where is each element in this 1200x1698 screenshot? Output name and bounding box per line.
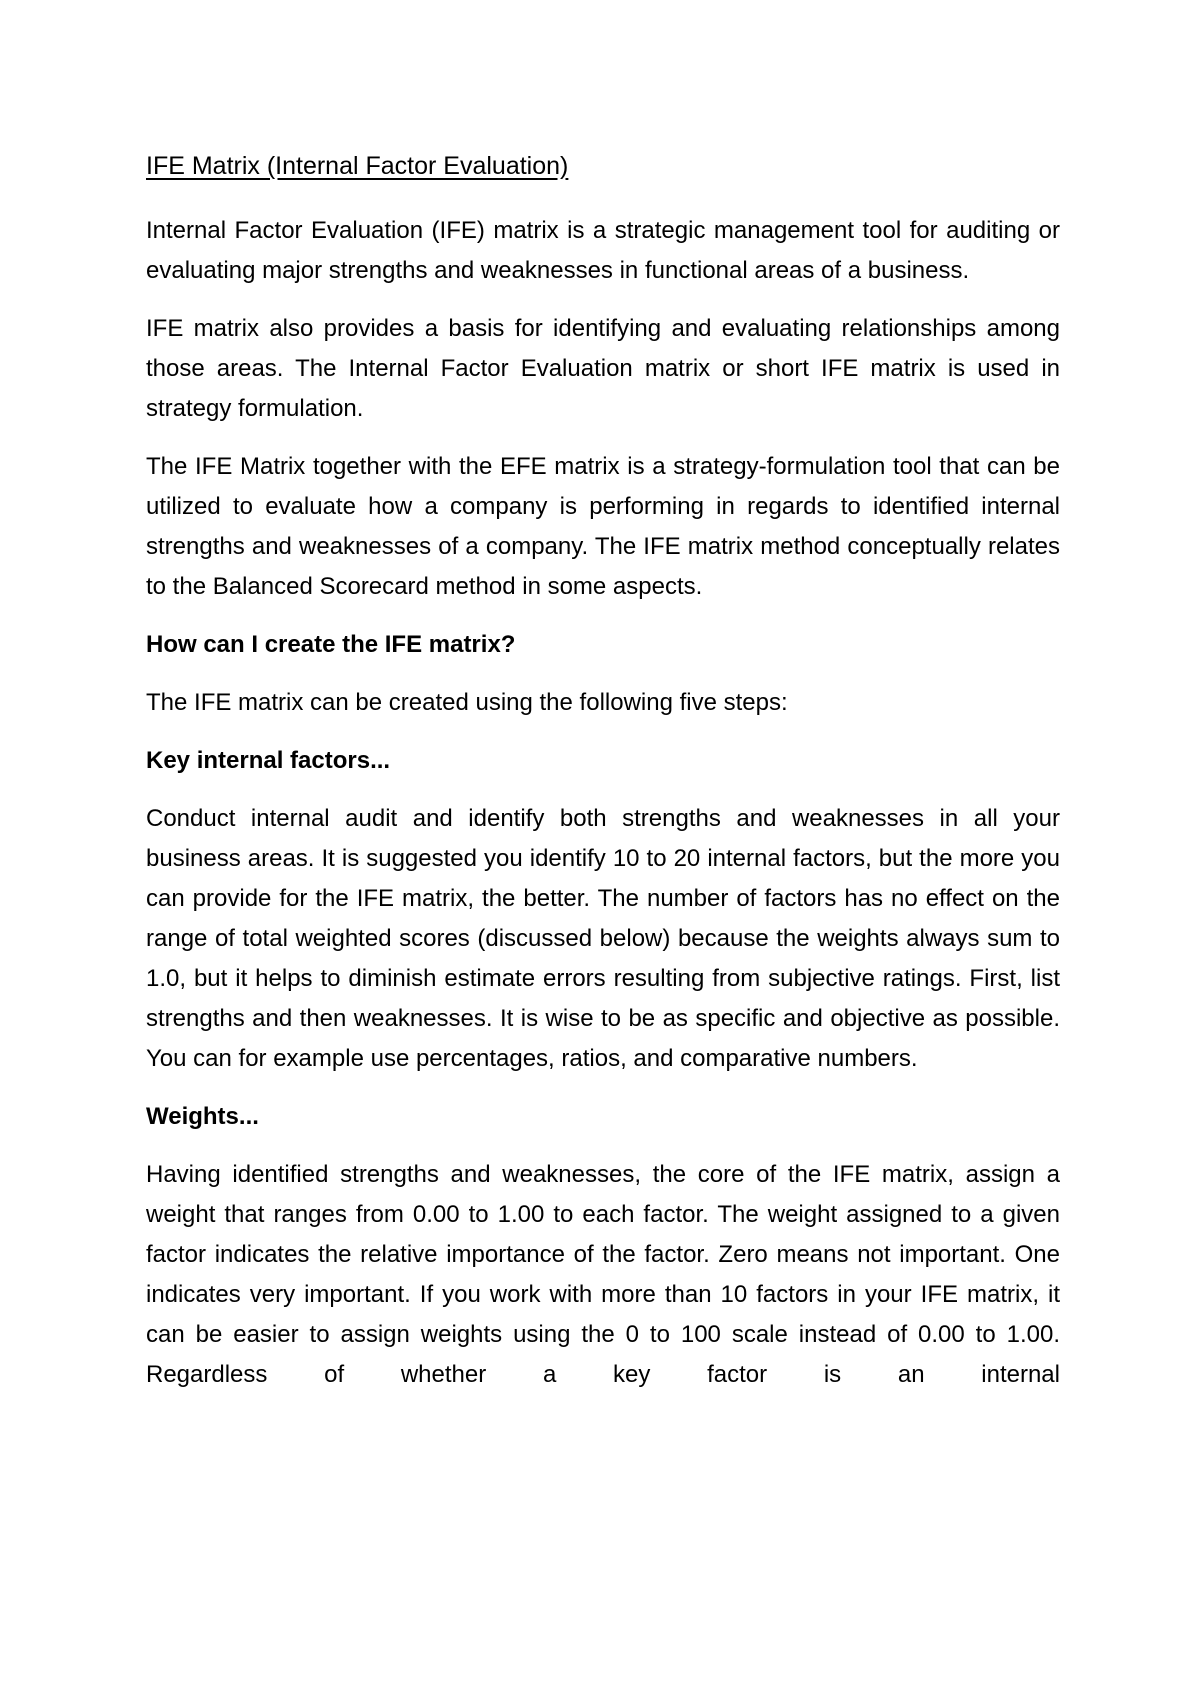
how-heading: How can I create the IFE matrix? bbox=[146, 631, 516, 658]
weights-heading: Weights... bbox=[146, 1103, 259, 1130]
document-title: IFE Matrix (Internal Factor Evaluation) bbox=[146, 152, 569, 180]
weights-paragraph: Having identified strengths and weaknesses, the core of the IFE matrix, assign a weight that ranges from 0.00 to 1.00 to each factor. The weight assigned to a given factor indicates the relative importance of the factor. Zero means not important. One indicates very important. If you work with more than 10 factors in your IFE matrix, it can be easier to assign weights using the 0 to 100 scale instead of 0.00 to 1.00. Regardless of whether a key factor is an internal bbox=[146, 1161, 1060, 1388]
key-factors-heading: Key internal factors... bbox=[146, 747, 391, 774]
document-page bbox=[146, 146, 1060, 1413]
intro-paragraph-1: Internal Factor Evaluation (IFE) matrix is a strategic management tool for auditing or evaluating major strengths and weaknesses in functional areas of a business. bbox=[146, 217, 1060, 284]
key-factors-paragraph: Conduct internal audit and identify both strengths and weaknesses in all your business areas. It is suggested you identify 10 to 20 internal factors, but the more you can provide for the IFE matrix, the better. The number of factors has no effect on the range of total weighted scores (discussed below) because the weights always sum to 1.0, but it helps to diminish estimate errors resulting from subjective ratings. First, list strengths and then weaknesses. It is wise to be as specific and objective as possible. You can for example use percentages, ratios, and comparative numbers. bbox=[146, 805, 1060, 1072]
intro-paragraph-3: The IFE Matrix together with the EFE matrix is a strategy-formulation tool that can be utilized to evaluate how a company is performing in regards to identified internal strengths and weaknesses of a company. The IFE matrix method conceptually relates to the Balanced Scorecard method in some aspects. bbox=[146, 453, 1060, 600]
intro-paragraph-2: IFE matrix also provides a basis for identifying and evaluating relationships among those areas. The Internal Factor Evaluation matrix or short IFE matrix is used in strategy formulation. bbox=[146, 315, 1060, 422]
how-paragraph: The IFE matrix can be created using the following five steps: bbox=[146, 689, 788, 716]
